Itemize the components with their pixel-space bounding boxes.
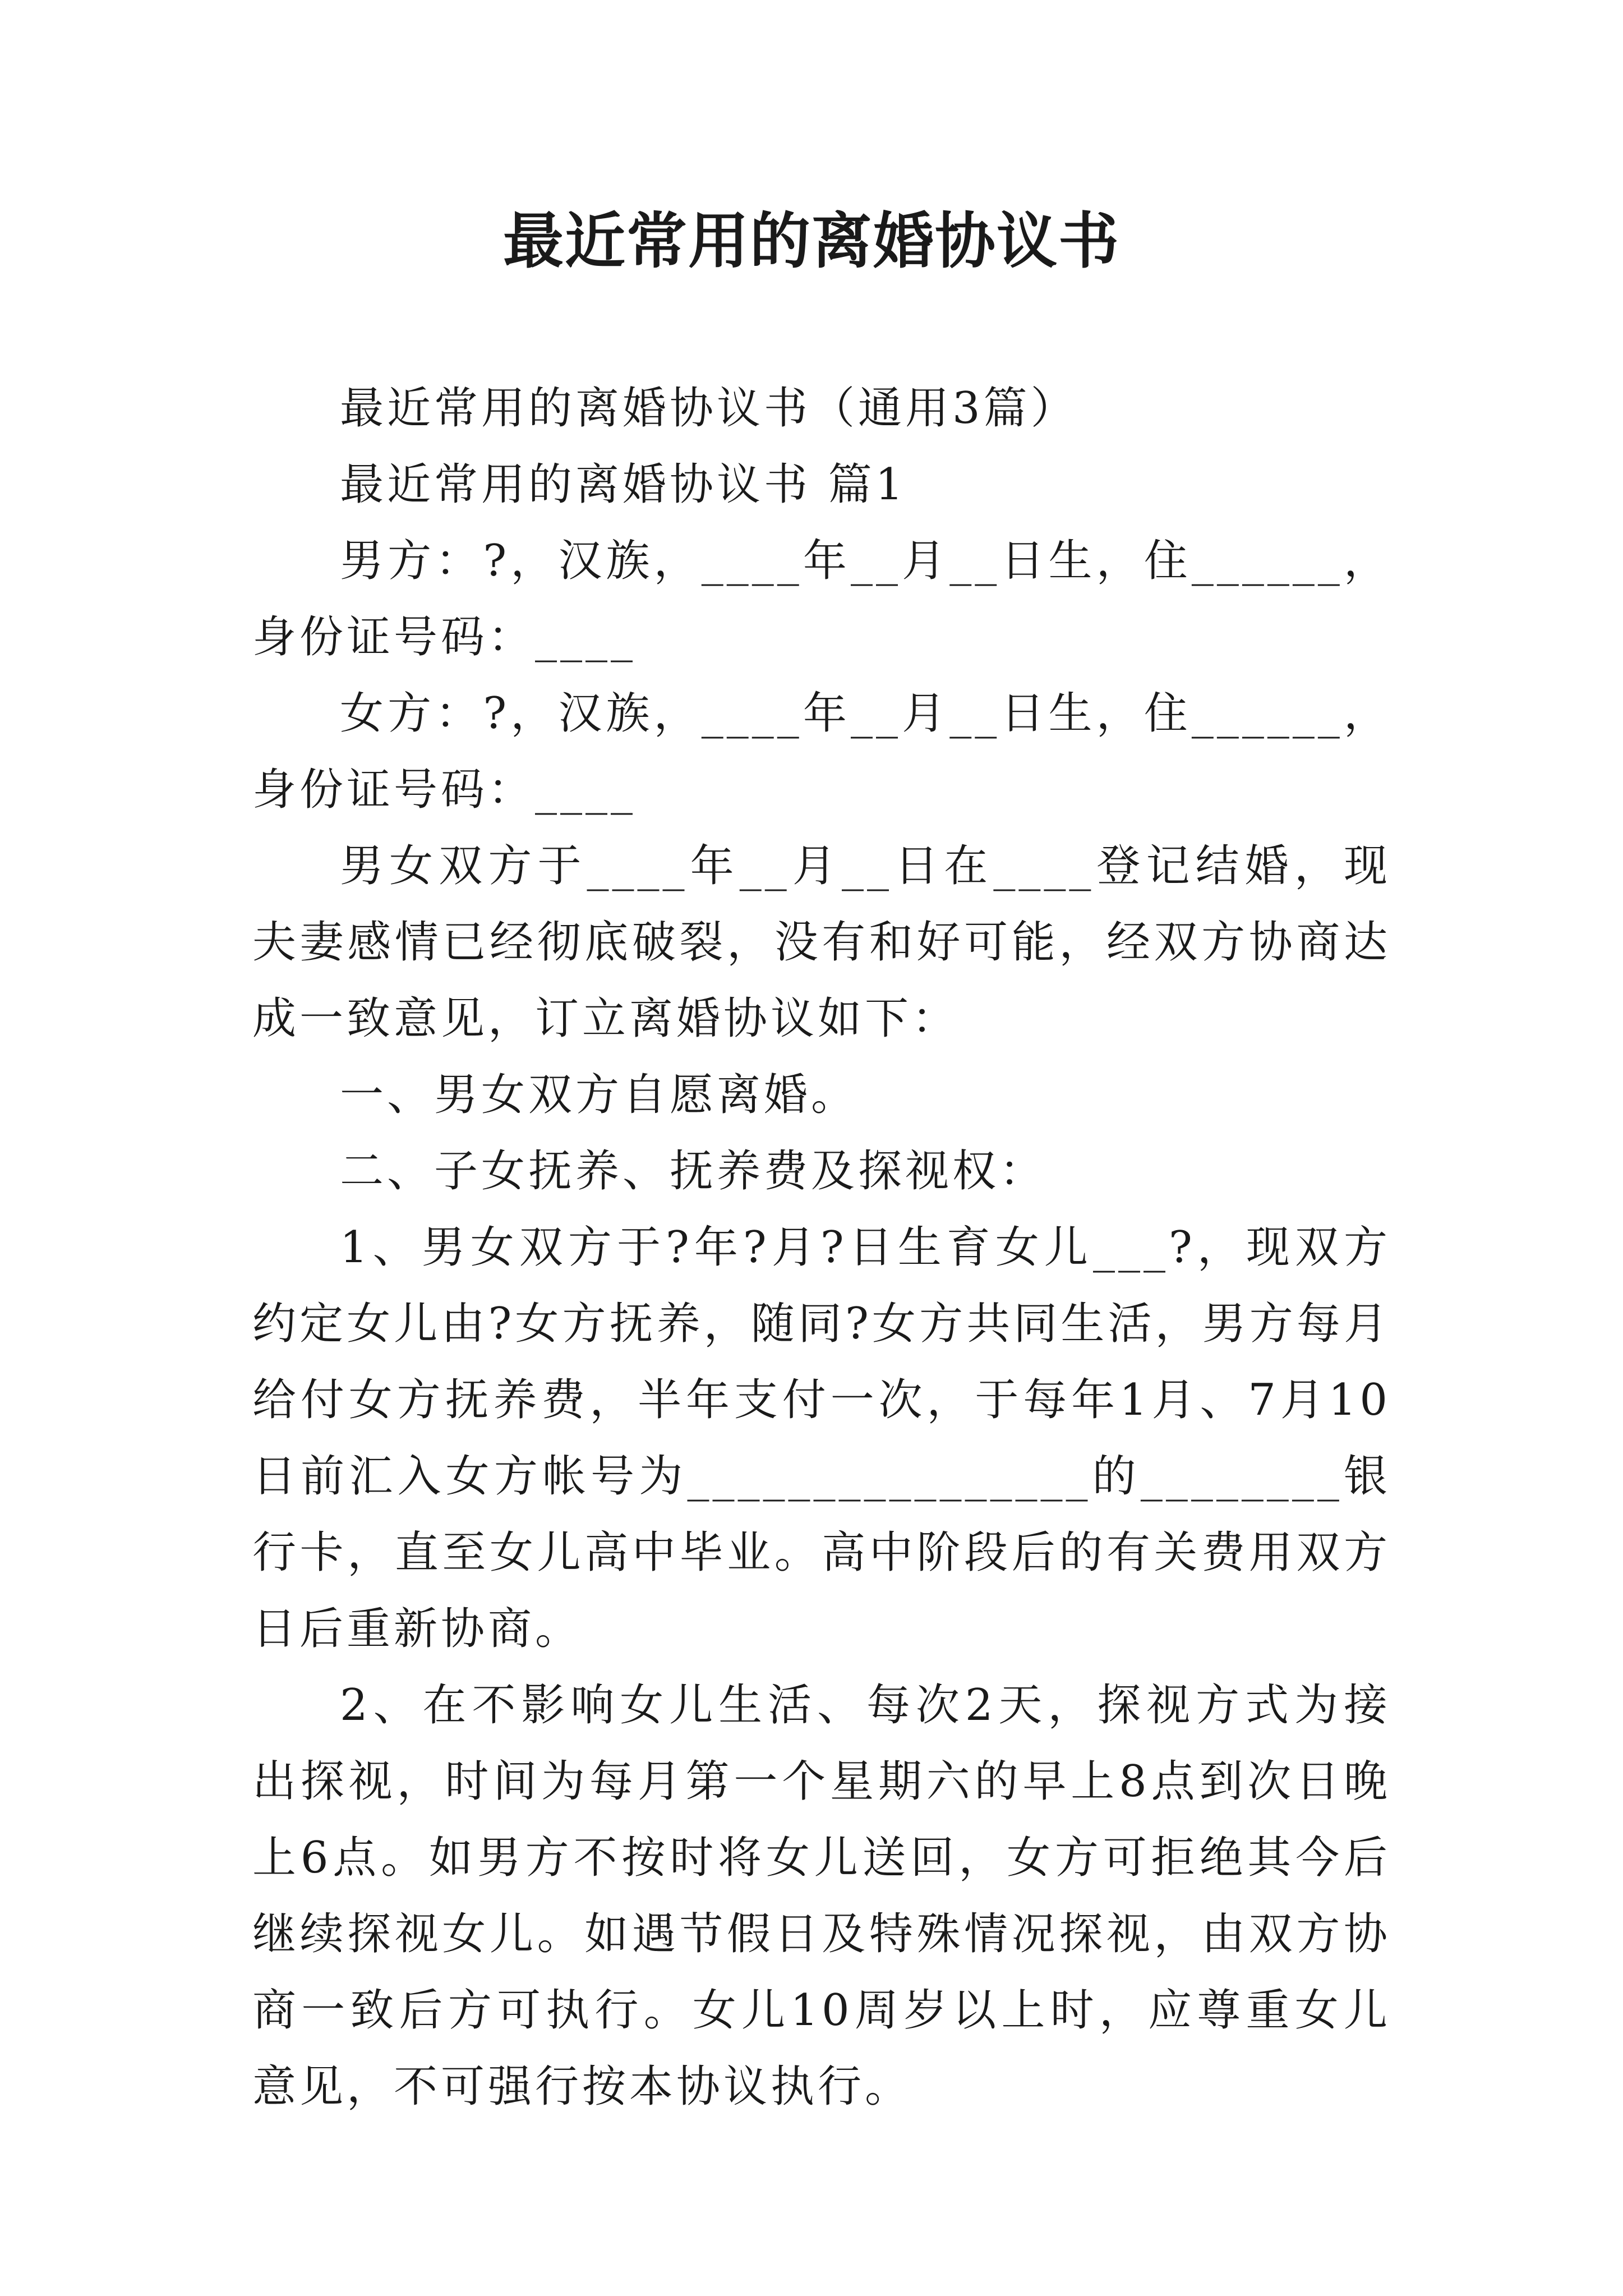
paragraph-section-heading: 最近常用的离婚协议书 篇1 xyxy=(340,459,907,510)
paragraph-female-party: 女方：?，汉族，____年__月__日生，住______，身份证号码：____ xyxy=(252,688,1391,815)
paragraph-clause-2: 二、子女抚养、抚养费及探视权： xyxy=(340,1146,1047,1197)
paragraph-subtitle: 最近常用的离婚协议书（通用3篇） xyxy=(340,383,1078,434)
document-body xyxy=(252,370,1391,2125)
paragraph-clause-1: 一、男女双方自愿离婚。 xyxy=(340,1070,859,1120)
document-title: 最近常用的离婚协议书 xyxy=(502,206,1120,277)
paragraph-clause-2-item-1: 1、男女双方于?年?月?日生育女儿___?，现双方约定女儿由?女方抚养，随同?女方共同生活，男方每月给付女方抚养费，半年支付一次，于每年1月、7月10日前汇入女方帐号为________________的________银行卡，直至女儿高中毕业。高中阶段后的有关费用双方日后重新协商。 xyxy=(252,1222,1391,1654)
paragraph-clause-2-item-2: 2、在不影响女儿生活、每次2天，探视方式为接出探视，时间为每月第一个星期六的早上8点到次日晚上6点。如男方不按时将女儿送回，女方可拒绝其今后继续探视女儿。如遇节假日及特殊情况探视，由双方协商一致后方可执行。女儿10周岁以上时，应尊重女儿意见，不可强行按本协议执行。 xyxy=(252,1680,1391,2112)
paragraph-male-party: 男方：?，汉族，____年__月__日生，住______，身份证号码：____ xyxy=(252,536,1391,662)
paragraph-preamble: 男女双方于____年__月__日在____登记结婚，现夫妻感情已经彻底破裂，没有和好可能，经双方协商达成一致意见，订立离婚协议如下： xyxy=(252,841,1391,1044)
